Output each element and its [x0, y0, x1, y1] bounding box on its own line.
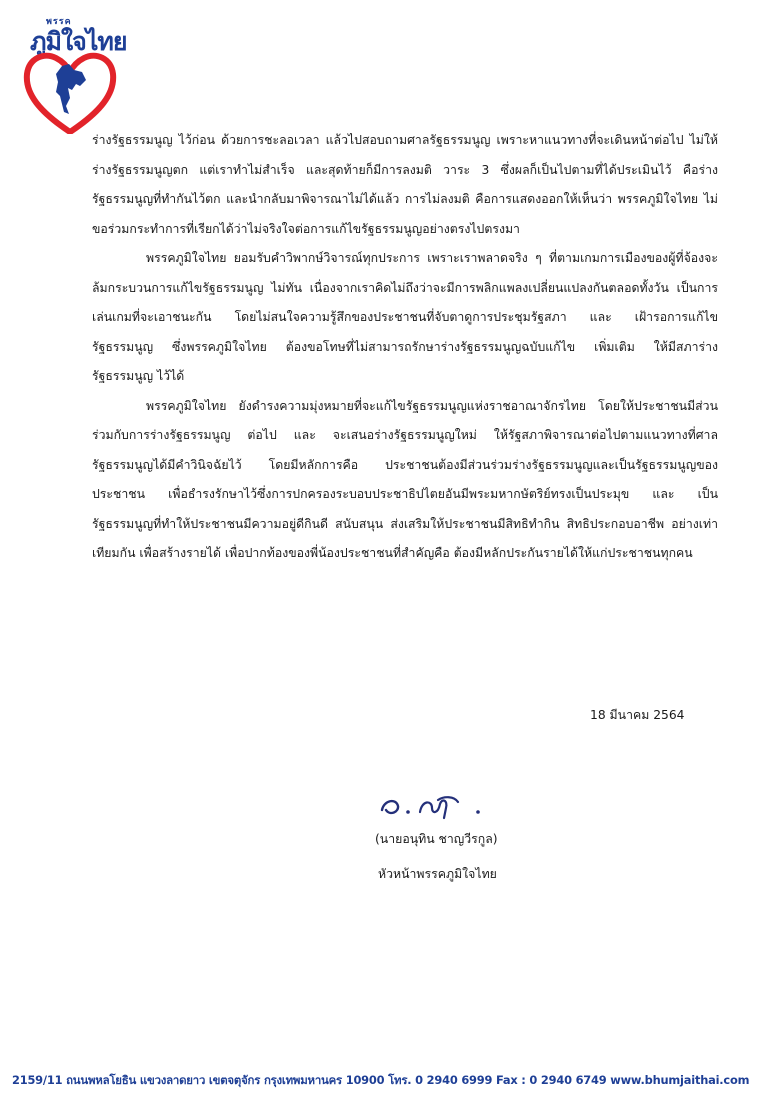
signature	[374, 788, 524, 824]
footer-address: 2159/11 ถนนพหลโยธิน แขวงลาดยาว เขตจตุจักร กรุงเทพมหานคร 10900 โทร. 0 2940 6999 Fax : 0 2940 6749 www.bhumjaithai.com	[12, 1073, 750, 1087]
party-logo	[22, 12, 127, 137]
logo-name: ภูมิใจไทย	[30, 27, 127, 56]
signer-name: (นายอนุทิน ชาญวีรกูล)	[375, 832, 498, 846]
letter-body	[92, 126, 718, 569]
letter-date: 18 มีนาคม 2564	[590, 708, 685, 722]
paragraph-1: ร่างรัฐธรรมนูญ ไว้ก่อน ด้วยการชะลอเวลา แล้วไปสอบถามศาลรัฐธรรมนูญ เพราะหาแนวทางที่จะเดินหน้าต่อไป ไม่ให้ร่างรัฐธรรมนูญตก แต่เราทำไม่สำเร็จ และสุดท้ายก็มีการลงมติ วาระ 3 ซึ่งผลก็เป็นไปตามที่ได้ประเมินไว้ คือร่างรัฐธรรมนูญที่ทำกันไว้ตก และนำกลับมาพิจารณาไม่ได้แล้ว การไม่ลงมติ คือการแสดงออกให้เห็นว่า พรรคภูมิใจไทย ไม่ขอร่วมกระทำการที่เรียกได้ว่าไม่จริงใจต่อการแก้ไขรัฐธรรมนูญอย่างตรงไปตรงมา	[92, 133, 718, 236]
heart-map-icon	[22, 52, 118, 134]
logo-small-text: พรรค	[46, 17, 72, 27]
signer-position: หัวหน้าพรรคภูมิใจไทย	[378, 867, 497, 881]
paragraph-3: พรรคภูมิใจไทย ยังดำรงความมุ่งหมายที่จะแก้ไขรัฐธรรมนูญแห่งราชอาณาจักรไทย โดยให้ประชาชนมีส่วนร่วมกับการร่างรัฐธรรมนูญ ต่อไป และ จะเสนอร่างรัฐธรรมนูญใหม่ ให้รัฐสภาพิจารณาต่อไปตามแนวทางที่ศาลรัฐธรรมนูญได้มีคำวินิจฉัยไว้ โดยมีหลักการคือ ประชาชนต้องมีส่วนร่วมร่างรัฐธรรมนูญและเป็นรัฐธรรมนูญของประชาชน เพื่อธำรงรักษาไว้ซึ่งการปกครองระบอบประชาธิปไตยอันมีพระมหากษัตริย์ทรงเป็นประมุข และ เป็นรัฐธรรมนูญที่ทำให้ประชาชนมีความอยู่ดีกินดี สนับสนุน ส่งเสริมให้ประชาชนมีสิทธิทำกิน สิทธิประกอบอาชีพ อย่างเท่าเทียมกัน เพื่อสร้างรายได้ เพื่อปากท้องของพี่น้องประชาชนที่สำคัญคือ ต้องมีหลักประกันรายได้ให้แก่ประชาชนทุกคน	[92, 398, 718, 560]
paragraph-2: พรรคภูมิใจไทย ยอมรับคำวิพากษ์วิจารณ์ทุกประการ เพราะเราพลาดจริง ๆ ที่ตามเกมการเมืองของผู้ที่จ้องจะล้มกระบวนการแก้ไขรัฐธรรมนูญ ไม่ทัน เนื่องจากเราคิดไม่ถึงว่าจะมีการพลิกแพลงเปลี่ยนแปลงกันตลอดทั้งวัน เป็นการเล่นเกมที่จะเอาชนะกัน โดยไม่สนใจความรู้สึกของประชาชนที่จับตาดูการประชุมรัฐสภา และ เฝ้ารอการแก้ไขรัฐธรรมนูญ ซึ่งพรรคภูมิใจไทย ต้องขอโทษที่ไม่สามารถรักษาร่างรัฐธรรมนูญฉบับแก้ไข เพิ่มเติม ให้มีสภาร่างรัฐธรรมนูญ ไว้ได้	[92, 251, 718, 383]
